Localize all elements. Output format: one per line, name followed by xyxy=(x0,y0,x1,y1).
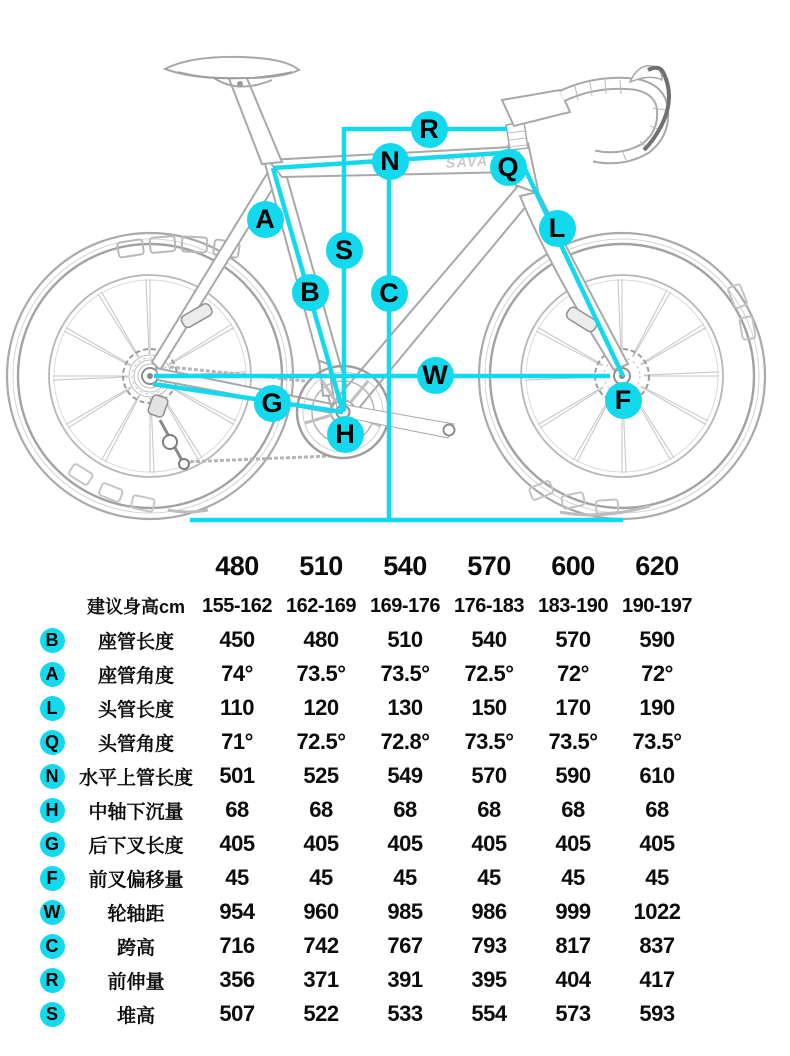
spec-value: 72.5° xyxy=(296,729,346,754)
spec-row-fork-offset xyxy=(0,861,790,895)
spec-value: 45 xyxy=(561,865,585,890)
spec-value: 395 xyxy=(471,967,507,992)
spec-value: 73.5° xyxy=(632,729,682,754)
spec-value: 72° xyxy=(641,661,673,686)
spec-row-seat-tube-length xyxy=(0,623,790,657)
spec-value: 110 xyxy=(220,695,254,720)
front-rim-decal xyxy=(529,284,756,515)
marker-badge-L: L xyxy=(539,210,576,247)
spec-value: 540 xyxy=(471,627,507,652)
spec-value: 190-197 xyxy=(622,594,692,617)
row-marker-badge: H xyxy=(40,798,65,823)
spec-value: 356 xyxy=(219,967,255,992)
row-marker-badge: F xyxy=(40,866,65,891)
seatpost xyxy=(228,76,282,164)
row-marker-badge: L xyxy=(40,696,65,721)
spec-value: 405 xyxy=(555,831,591,856)
spec-value: 533 xyxy=(387,1001,423,1026)
row-label: 建议身高cm xyxy=(86,597,185,617)
row-marker-badge: B xyxy=(40,628,65,653)
size-column-header: 480 xyxy=(215,550,259,581)
spec-value: 404 xyxy=(555,967,591,992)
cockpit xyxy=(502,66,669,160)
size-header-row xyxy=(0,543,790,589)
geometry-table xyxy=(0,543,790,1031)
spec-value: 71° xyxy=(221,729,253,754)
spec-value: 72° xyxy=(557,661,589,686)
spec-value: 767 xyxy=(387,933,423,958)
row-marker-badge: C xyxy=(40,934,65,959)
seatpost-saddle xyxy=(165,57,299,164)
row-label: 前伸量 xyxy=(107,971,165,993)
spec-value: 68 xyxy=(393,797,417,822)
spec-value: 183-190 xyxy=(538,594,608,617)
size-column-header: 570 xyxy=(467,550,511,581)
spec-row-wheelbase xyxy=(0,895,790,929)
marker-badge-N: N xyxy=(372,143,409,180)
spec-value: 570 xyxy=(555,627,591,652)
row-label: 座管长度 xyxy=(97,631,174,653)
spec-value: 837 xyxy=(639,933,675,958)
marker-badge-B: B xyxy=(292,274,329,311)
row-label: 水平上管长度 xyxy=(78,767,193,789)
marker-badge-S: S xyxy=(326,232,363,269)
rider-height-row xyxy=(0,589,790,623)
spec-value: 45 xyxy=(225,865,249,890)
spec-value: 176-183 xyxy=(454,594,524,617)
spec-value: 450 xyxy=(219,627,255,652)
spec-value: 190 xyxy=(639,695,675,720)
spec-row-stack xyxy=(0,997,790,1031)
row-label: 堆高 xyxy=(116,1005,155,1027)
marker-badge-F: F xyxy=(605,382,642,419)
spec-value: 522 xyxy=(303,1001,339,1026)
spec-value: 590 xyxy=(639,627,675,652)
row-label: 前叉偏移量 xyxy=(88,869,184,891)
spec-value: 417 xyxy=(639,967,675,992)
spec-value: 68 xyxy=(561,797,585,822)
spec-value: 999 xyxy=(555,899,591,924)
spec-value: 716 xyxy=(219,933,255,958)
spec-value: 570 xyxy=(471,763,507,788)
spec-value: 73.5° xyxy=(380,661,430,686)
spec-value: 162-169 xyxy=(286,594,356,617)
spec-value: 549 xyxy=(387,763,423,788)
spec-value: 793 xyxy=(471,933,507,958)
spec-row-head-tube-angle xyxy=(0,725,790,759)
spec-value: 405 xyxy=(471,831,507,856)
row-marker-badge: R xyxy=(40,968,65,993)
stem xyxy=(502,90,570,126)
marker-badge-R: R xyxy=(411,111,448,148)
spec-value: 480 xyxy=(303,627,339,652)
pedal-axle xyxy=(444,425,455,436)
spec-value: 155-162 xyxy=(202,594,272,617)
marker-badge-C: C xyxy=(371,275,408,312)
row-label: 跨高 xyxy=(116,937,155,959)
spec-value: 954 xyxy=(219,899,255,924)
size-column-header: 510 xyxy=(299,550,343,581)
spec-value: 73.5° xyxy=(296,661,346,686)
spec-row-top-tube-length xyxy=(0,759,790,793)
spec-value: 525 xyxy=(303,763,339,788)
spec-row-reach xyxy=(0,963,790,997)
spec-value: 817 xyxy=(555,933,591,958)
spec-value: 74° xyxy=(221,661,253,686)
spec-value: 593 xyxy=(639,1001,675,1026)
spec-value: 405 xyxy=(639,831,675,856)
marker-badge-A: A xyxy=(247,201,284,238)
spec-value: 72.8° xyxy=(380,729,430,754)
spec-value: 573 xyxy=(555,1001,591,1026)
spec-value: 501 xyxy=(219,763,255,788)
spec-row-chainstay-length xyxy=(0,827,790,861)
spec-row-seat-tube-angle xyxy=(0,657,790,691)
row-marker-badge: G xyxy=(40,832,65,857)
marker-badge-H: H xyxy=(327,416,364,453)
frame-brand-decal: SAVA xyxy=(445,152,489,171)
spec-value: 554 xyxy=(471,1001,507,1026)
spec-value: 68 xyxy=(225,797,249,822)
spec-row-head-tube-length xyxy=(0,691,790,725)
spec-value: 169-176 xyxy=(370,594,440,617)
row-marker-badge: Q xyxy=(40,730,65,755)
spec-value: 510 xyxy=(387,627,423,652)
spec-value: 45 xyxy=(309,865,333,890)
row-marker-badge: W xyxy=(40,900,65,925)
spec-value: 72.5° xyxy=(464,661,514,686)
spec-value: 405 xyxy=(219,831,255,856)
row-marker-badge: N xyxy=(40,764,65,789)
spec-value: 985 xyxy=(387,899,423,924)
spec-value: 610 xyxy=(639,763,675,788)
row-label: 轮轴距 xyxy=(107,903,165,925)
spec-value: 507 xyxy=(219,1001,255,1026)
spec-value: 45 xyxy=(393,865,417,890)
spec-value: 130 xyxy=(387,695,423,720)
spec-value: 170 xyxy=(555,695,591,720)
spec-value: 590 xyxy=(555,763,591,788)
row-marker-badge: A xyxy=(40,662,65,687)
spec-row-standover xyxy=(0,929,790,963)
spec-value: 150 xyxy=(471,695,507,720)
spec-value: 68 xyxy=(477,797,501,822)
marker-badge-Q: Q xyxy=(490,149,527,186)
spec-row-bb-drop xyxy=(0,793,790,827)
spec-value: 73.5° xyxy=(548,729,598,754)
spec-value: 73.5° xyxy=(464,729,514,754)
size-column-header: 620 xyxy=(635,550,679,581)
marker-badge-W: W xyxy=(417,357,454,394)
marker-badge-G: G xyxy=(254,385,291,422)
row-label: 座管角度 xyxy=(97,665,174,687)
row-label: 中轴下沉量 xyxy=(88,801,184,823)
spec-value: 45 xyxy=(477,865,501,890)
spec-value: 68 xyxy=(309,797,333,822)
size-column-header: 600 xyxy=(551,550,595,581)
spec-value: 960 xyxy=(303,899,339,924)
spec-value: 371 xyxy=(303,967,339,992)
spec-value: 986 xyxy=(471,899,507,924)
spec-value: 405 xyxy=(387,831,423,856)
row-label: 头管长度 xyxy=(97,699,174,721)
size-column-header: 540 xyxy=(383,550,427,581)
row-marker-badge: S xyxy=(40,1002,65,1027)
spec-value: 405 xyxy=(303,831,339,856)
spec-value: 391 xyxy=(387,967,423,992)
spec-value: 68 xyxy=(645,797,669,822)
row-label: 头管角度 xyxy=(97,733,174,755)
spec-value: 45 xyxy=(645,865,669,890)
spec-value: 1022 xyxy=(633,899,681,924)
spec-value: 742 xyxy=(303,933,339,958)
spec-value: 120 xyxy=(303,695,339,720)
row-label: 后下叉长度 xyxy=(88,835,184,857)
